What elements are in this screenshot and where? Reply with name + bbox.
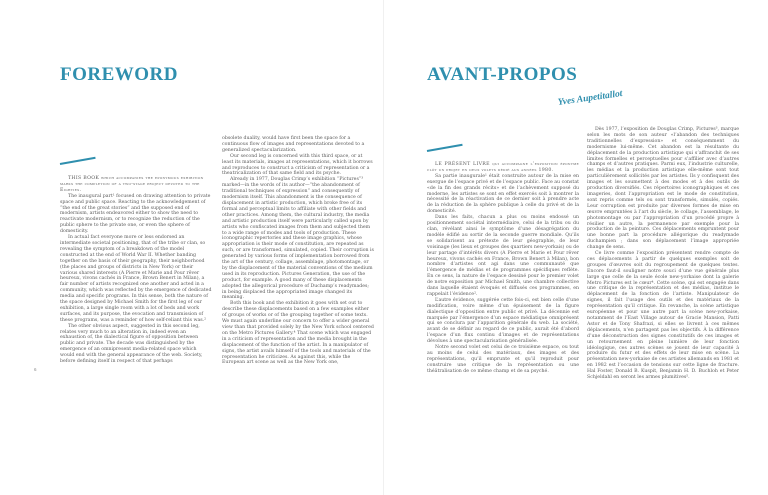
foreword-title: FOREWORD: [60, 64, 178, 85]
page-number: 6: [34, 367, 37, 372]
author-name: Yves Aupetitallot: [557, 89, 624, 108]
paragraph: Our second leg is concerned with this third space, or at least its materials, images at representations, which it borrows and reproduces to construct a criticism of representation or a theatricalization of that same field and its psyche.: [222, 153, 373, 177]
lead-paragraph: LE PRÉSENT LIVRE qui accompagne l’exposition éponyme clôt un projet en deux volets dédié aux années 1980.: [427, 162, 579, 173]
avant-propos-column-2: [587, 127, 739, 381]
paragraph: Both this book and the exhibition it goes with set out to describe these displacements based on a few examples either of groups of works or of the grouping together of some texts. We must again underline our concern to offer a wider general view than that provided solely by the New York school centered on the Metro Pictures Gallery.⁴ That scene which was engaged in a criticism of representation and the media brought in the displacement of the function of the artist. In a manipulator of signs, the artist avails himself of the tools and materials of the representation he criticizes. As against this, while the European art scene as well as the New York one,: [222, 301, 374, 366]
paragraph: Dès 1977, l’exposition de Douglas Crimp, Pictures³, marque selon les mots de son auteur «l’abandon des techniques traditionnelles d’expression» et conséquemment du modernisme lui-même. Cet abandon est la résultante du déplacement de la production artistique qui s’affranchit de ses limites formelles et perceptuelles pour s’affilier avec d’autres champs et d’autres pratiques. Parmi eux, l’industrie culturelle, les médias et la production artistique elle-même sont tout particulièrement sollicités par les artistes. Ils y confisquent des images et les soumettent à des modes et à des outils de production diversifiés. Ces répertoires iconographiques et ces imageries, dont l’appropriation est le mode de constitution, sont repris comme tels ou sont transformés, simulés, copiés. Leur corruption est produite par diverses formes de mise en œuvre empruntées à l’art du siècle, le collage, l’assemblage, le photomontage ou par l’appropriation d’un procédé propre à résilier un autre, la permanence par exemple pour la production de la peinture. Ces déplacements empruntent pour une bonne part la procédure allégorique du readymade duchampien ; dans son déplacement l’image appropriée change de sens.: [587, 127, 739, 251]
accent-line: [427, 144, 463, 152]
paragraph: obsolete duality, would have first been the space for a continuous flow of images and representations devoted to a generalized spectacularization.: [222, 136, 365, 153]
paragraph: Notre second volet est celui de ce troisième espace, ou tout au moins de celui des matériaux, des images et des représentations, qu’il emprunte et qu’il reproduit pour construire une critique de la représentation ou une théâtralisation de ce même champ et de sa psyché.: [427, 345, 579, 374]
avant-propos-title: AVANT-PROPOS: [427, 64, 578, 85]
paragraph: L’autre évidence, suggérée cette fois-ci, est bien celle d’une modification, voire même d’un épuisement de la figure dialectique d’opposition entre public et privé. La décennie est marquée par l’émergence d’un espace médiatique omniprésent qui se conclura par l’apparition générale du web. La société, avant de se définir au regard de ce public, aurait été d’abord l’espace d’un flux continu d’images et de représentations dévolues à une spectacularisation généralisée.: [427, 297, 579, 345]
paragraph: Sa partie inaugurale¹ était construite autour de la mise en exergue de l’espace privé et de l’espace public. Face au constat «de la fin des grands récits» et de l’achèvement supposé du moderne, les artistes se sont en effet exercés soit à montrer la nécessité de la réactivation de ce dernier soit à prendre acte de la réduction de la sphère publique à celle du privé et de la domesticité.: [427, 173, 579, 215]
paragraph: [427, 162, 579, 174]
avant-propos-column-1: [427, 162, 579, 374]
paragraph: The inaugural part¹ focused on drawing attention to private space and public space. Reacting to the acknowledgement of “the end of the great stories” and the supposed end of modernism, artists endeavored either to show the need to reactivate modernism, or to recognize the reduction of the public sphere to the private one, or even the sphere of domesticity.: [60, 193, 211, 235]
paragraph: Already in 1977, Douglas Crimp’s exhibition “Pictures”³ marked—in the words of its author—“the abandonment of traditional techniques of expression” and consequently of modernism itself. This abandonment is the consequence of displacement in artistic production, which broke free of its formal and perceptual limits to affiliate with other fields and other practices. Among them, the cultural industry, the media and artistic production itself were particularly called upon by artists who confiscated images from them and subjected them to a wide range of modes and tools of production. These iconographic repertories and these image graphics, whose appropriation is their mode of constitution, are repeated as such, or are transformed, simulated, copied. Their corruption is generated by various forms of implementation borrowed from the art of the century, collage, assemblage, photomontage, or by the displacement of the material conventions of the medium used in its reproduction. Pictures Generation, the use of the product, for example. A good many of these displacements adopted the allegorical procedure of Duchamp’s readymades; in being displaced the appropriated image changed its meaning.: [222, 177, 374, 301]
paragraph: The other obvious aspect, suggested in this second leg, relates very much to an alteration in, indeed even an exhaustion of, the dialectical figure of opposition between public and private. The decade was distinguished by the emergence of an omnipresent media-related space which would end with the general appearance of the web. Society, before defining itself in respect of that perhaps: [60, 323, 203, 365]
paragraph: Dans les faits, chacun a plus ou moins endossé un positionnement sociétal intermédiaire, celui de la tribu ou du clan, révélant ainsi le symptôme d’une désagrégation du modèle édifié au sortir de la seconde guerre mondiale. Qu’ils se solidarisent au prétexte de leur géographie, de leur voisinage (les lieux et groupes des quartiers new-yorkais) ou de leur partage d’intérêts divers (A Pierre et Marie et Pour rêver heureux, vivons cachés en France, Brown Benert à Milan), bon nombre d’artistes ont agi dans une communauté que l’émergence de médias et de programmes spécifiques reflète. En ce sens, la nature de l’espace dessiné pour le premier volet de notre exposition par Michael Smith, une chambre collective dans laquelle étaient évoqués et diffusés ces programmes, en rappelait l’évidence².: [427, 215, 579, 297]
lead-paragraph: THIS BOOK which accompanies the eponymous exhibition marks the completion of a two-stage project devoted to the Eighties.: [60, 176, 204, 193]
paragraph: Ce livre comme l’exposition présentent rendre compte de ces déplacements à partir de quelques exemples soit de groupes d’œuvres soit du regroupement de quelques textes. Encore faut-il souligner notre souci d’une vue générale plus large que celle de la seule école new-yorkaise dont la galerie Metro Pictures est le cœur⁴. Cette scène, qui est engagée dans une critique de la représentation et des médias, institue le déplacement de la fonction de l’artiste. Manipulateur de signes, il fait l’usage des outils et des matériaux de la représentation qu’il critique. En revanche, la scène artistique européenne et pour une autre part la scène new-yorkaise, notamment de l’East Village autour de Gracie Mansion, Patti Astor et de Tony Shafrazi, si elles se livrent à ces mêmes déplacements, n’en partagent pas les objectifs. À la différence d’une déconstruction des signes constitutifs de ces images et un retournement en pleine lumière de leur fonction idéologique, ces autres scènes se jouent de leur capacité à produire du futur et des effets de leur mise en scène. La présentation new-yorkaise de ces artistes allemands en 1981 et en 1982 est l’occasion de tensions sur cette ligne de fracture. Hal Foster, Donald B. Kuspit, Benjamin H. D. Buchloh et Peter Schjeldahl en seront les armes plumitives⁵.: [587, 251, 739, 381]
paragraph: In actual fact everyone more or less endorsed an intermediate societal positioning, that of the tribe or clan, so revealing the symptom of a breakdown of the model constructed at the end of World War II. Whether banding together on the basis of their geography, their neighborhood (the places and groups of districts in New York) or their various shared interests (A Pierre et Marie and Pour rêver heureux, vivons cachés in France, Brown Benert in Milan), a fair number of artists recognized one another and acted in a community, which was reflected by the emergence of dedicated media and specific programs. In this sense, both the nature of the space designed by Michael Smith for the first leg of our exhibition, a large single room with a lot of beds and work surfaces, and its purpose, the evocation and transmission of these programs, was a reminder of how self-reliant this was.²: [60, 235, 212, 323]
